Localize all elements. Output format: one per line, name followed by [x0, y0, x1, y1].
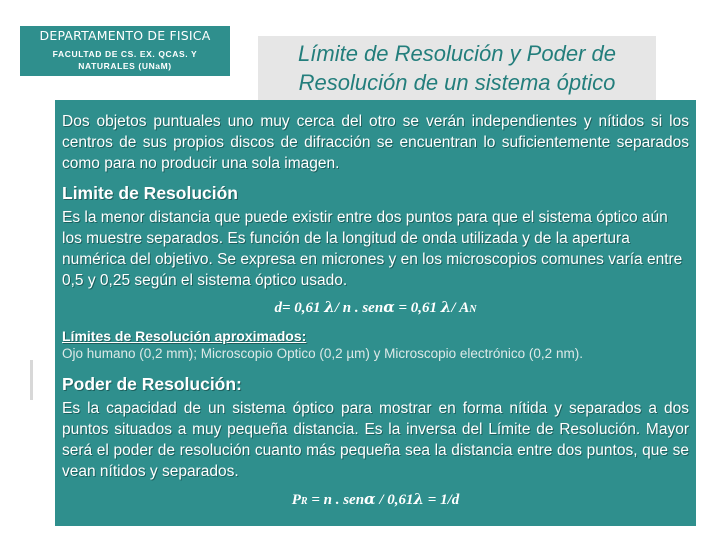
approx-limits-heading: Límites de Resolución aproximados: — [62, 328, 307, 344]
faculty-line-2: NATURALES (UNaM) — [78, 61, 172, 71]
slide-title-line-1: Límite de Resolución y Poder de — [298, 41, 616, 66]
resolving-power-heading: Poder de Resolución: — [62, 374, 242, 394]
alpha-symbol: α — [364, 490, 376, 508]
resolution-limit-formula — [55, 298, 696, 317]
formula-part: / n . sen — [334, 300, 384, 316]
resolution-limit-text: Es la menor distancia que puede existir entre dos puntos para que el sistema óptico aún los muestre separados. Es función de la longitud de onda utilizada y de la apertura numérica del objetivo. Se expresa en micrones y en los microscopios comunes varía entre 0,5 y 0,25 según el sistema óptico usado. — [62, 209, 683, 289]
formula-part: = 0,61 — [394, 300, 441, 316]
formula-subscript: R — [300, 496, 308, 507]
resolving-power-text: Es la capacidad de un sistema óptico para mostrar en forma nítida y separados a dos puntos situados a muy pequeña distancia. Es la inversa del Límite de Resolución. Mayor será el poder de resolución cuanto más pequeña sea la distancia entre dos puntos, que se vean nítidos y separados. — [62, 400, 689, 480]
formula-part: = 1/d — [424, 492, 460, 508]
formula-subscript: N — [469, 304, 477, 315]
lambda-symbol: λ — [324, 298, 335, 316]
formula-part: / 0,61 — [375, 492, 414, 508]
slide-title — [258, 39, 656, 97]
lambda-symbol: λ — [413, 490, 425, 508]
formula-part: / A — [451, 300, 470, 316]
slide-title-line-2: Resolución de un sistema óptico — [298, 70, 616, 95]
alpha-symbol: α — [383, 298, 395, 316]
faculty-line-1: FACULTAD DE CS. EX. QCAS. Y — [52, 49, 198, 59]
lambda-symbol: λ — [440, 298, 452, 316]
formula-part: P — [291, 492, 301, 508]
approx-limits-text: Ojo humano (0,2 mm); Microscopio Optico (0,2 µm) y Microscopio electrónico (0,2 nm). — [62, 346, 583, 361]
resolution-limit-heading: Limite de Resolución — [62, 183, 238, 203]
formula-part: d= 0,61 — [274, 300, 325, 316]
department-header — [20, 26, 230, 76]
department-title: DEPARTAMENTO DE FISICA — [39, 28, 211, 43]
content-panel — [55, 100, 696, 526]
intro-paragraph: Dos objetos puntuales uno muy cerca del otro se verán independientes y nítidos si los centros de sus propios discos de difracción se encuentran lo suficientemente separados como para no producir una sola imagen. — [62, 113, 689, 172]
resolving-power-formula — [55, 490, 696, 509]
faculty-name — [28, 48, 222, 72]
slide-title-box — [258, 36, 656, 102]
decorative-bar — [30, 360, 33, 400]
formula-part: = n . sen — [307, 492, 365, 508]
